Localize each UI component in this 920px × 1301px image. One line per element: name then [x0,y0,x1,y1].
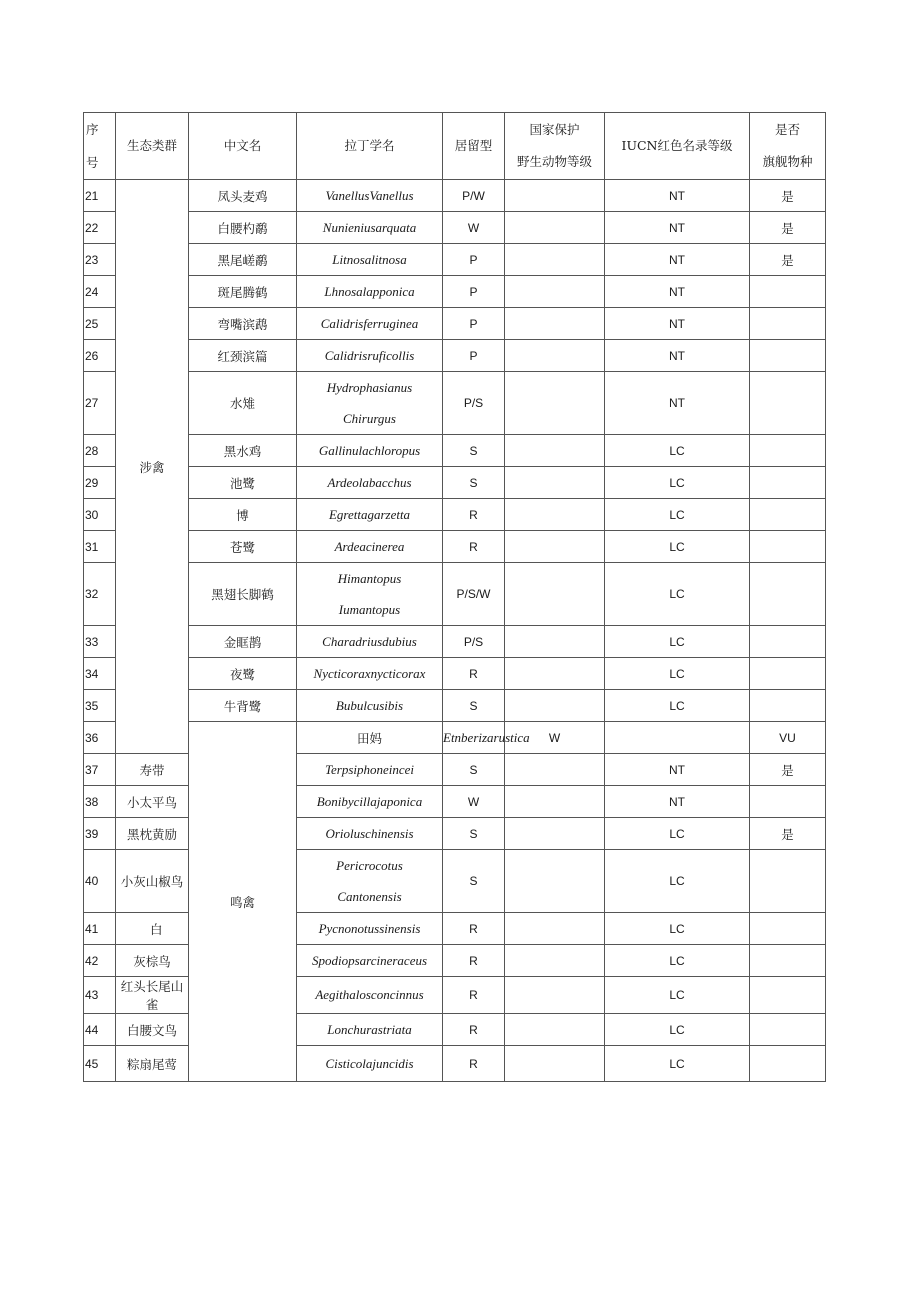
protection-level [505,1046,605,1082]
flagship-flag [750,786,826,818]
header-row [84,113,826,180]
latin-name [297,850,443,913]
latin-name: Calidrisruficollis [297,340,443,372]
latin-name: VanellusVanellus [297,180,443,212]
group-songbird: 鸣禽 [189,722,297,1082]
table-row [84,626,826,658]
residence-type: S [443,754,505,786]
chinese-name: 博 [189,499,297,531]
flagship-flag [750,467,826,499]
iucn-level: NT [605,212,750,244]
flagship-flag: 是 [750,754,826,786]
residence-type: W [443,212,505,244]
row-number: 43 [84,977,116,1014]
flagship-flag [750,276,826,308]
latin-name: Bubulcusibis [297,690,443,722]
row-number: 35 [84,690,116,722]
row-number: 34 [84,658,116,690]
protection-level [505,372,605,435]
iucn-level: LC [605,913,750,945]
group-wading: 涉禽 [116,180,189,754]
protection-level [505,308,605,340]
chinese-name: 牛背鹭 [189,690,297,722]
latin-name: Bonibycillajaponica [297,786,443,818]
flagship-flag: 是 [750,180,826,212]
chinese-name: 黑尾嵯鹬 [189,244,297,276]
flagship-flag [750,372,826,435]
protection-level [505,977,605,1014]
chinese-name: 水雉 [189,372,297,435]
latin-name: Calidrisferruginea [297,308,443,340]
latin-name: Nycticoraxnycticorax [297,658,443,690]
latin-name: Terpsiphoneincei [297,754,443,786]
latin-name: Nunieniusarquata [297,212,443,244]
latin-name: Ardeolabacchus [297,467,443,499]
latin-name: Egrettagarzetta [297,499,443,531]
row-number: 42 [84,945,116,977]
protection-level [505,276,605,308]
iucn-level: NT [605,754,750,786]
residence-type: R [443,977,505,1014]
header-group: 生态类群 [116,113,189,180]
latin-name: Orioluschinensis [297,818,443,850]
iucn-level: LC [605,945,750,977]
iucn-level: LC [605,818,750,850]
row-number: 45 [84,1046,116,1082]
iucn-level: LC [605,1014,750,1046]
residence-type: R [443,531,505,563]
residence-type: R [443,1046,505,1082]
row-number: 40 [84,850,116,913]
protection-level [505,531,605,563]
protection-level [505,818,605,850]
residence-type: S [443,690,505,722]
header-cn-name: 中文名 [189,113,297,180]
residence-type: R [443,945,505,977]
latin-name: Ardeacinerea [297,531,443,563]
iucn-level: LC [605,1046,750,1082]
residence-type: S [443,435,505,467]
latin-name: Cisticolajuncidis [297,1046,443,1082]
protection-level [505,563,605,626]
flagship-flag [750,913,826,945]
row-number: 22 [84,212,116,244]
row-number: 25 [84,308,116,340]
latin-name: Etnberizarustica [443,722,505,754]
protection-level [505,435,605,467]
iucn-level: LC [605,467,750,499]
row-number: 21 [84,180,116,212]
chinese-name: 粽扇尾莺 [116,1046,189,1082]
protection-level [505,786,605,818]
iucn-level: NT [605,308,750,340]
chinese-name: 黑翅长脚鹤 [189,563,297,626]
table-row [84,340,826,372]
latin-name: Spodiopsarcineraceus [297,945,443,977]
header-protection-line2: 野生动物等级 [516,154,592,169]
iucn-level: NT [605,372,750,435]
table-row [84,435,826,467]
chinese-name: 白腰文鸟 [116,1014,189,1046]
flagship-flag [750,690,826,722]
iucn-level: LC [605,563,750,626]
flagship-flag [750,531,826,563]
table-row [84,308,826,340]
residence-type: W [443,786,505,818]
row-number: 30 [84,499,116,531]
table-row [84,467,826,499]
protection-level [505,658,605,690]
chinese-name: 灰棕鸟 [116,945,189,977]
latin-name: Lonchurastriata [297,1014,443,1046]
iucn-level: LC [605,850,750,913]
row-number: 39 [84,818,116,850]
flagship-flag [750,308,826,340]
table-row [84,212,826,244]
protection-level [505,626,605,658]
latin-name: Litnosalitnosa [297,244,443,276]
header-seq-line1: 序 [86,122,99,137]
latin-name: Lhnosalapponica [297,276,443,308]
iucn-level: LC [605,435,750,467]
flagship-flag [750,658,826,690]
table-row [84,276,826,308]
table-row [84,372,826,435]
table-row [84,499,826,531]
iucn-level: NT [605,786,750,818]
row-number: 36 [84,722,116,754]
row-number: 28 [84,435,116,467]
latin-name: Pycnonotussinensis [297,913,443,945]
protection-level [505,945,605,977]
row-number: 33 [84,626,116,658]
protection-level [505,244,605,276]
header-flagship [750,113,826,180]
row-number: 44 [84,1014,116,1046]
latin-name-line1: Hydrophasianus [326,380,413,395]
flagship-flag [750,977,826,1014]
iucn-level: LC [605,658,750,690]
protection-level [505,212,605,244]
protection-level [505,754,605,786]
latin-name-line2: Iumantopus [338,602,401,617]
latin-name-line1: Himantopus [337,571,402,586]
header-protection-line1: 国家保护 [529,122,580,137]
chinese-name: 弯嘴滨鹉 [189,308,297,340]
species-table [83,112,826,1082]
flagship-flag [750,563,826,626]
chinese-name: 小太平鸟 [116,786,189,818]
header-protection [505,113,605,180]
row-number: 32 [84,563,116,626]
chinese-name: 白腰杓鹬 [189,212,297,244]
residence-type: S [443,850,505,913]
latin-name [297,563,443,626]
residence-type: W [505,722,605,754]
flagship-flag [750,340,826,372]
chinese-name: 红头长尾山雀 [116,977,189,1014]
iucn-level: LC [605,531,750,563]
chinese-name: 寿带 [116,754,189,786]
chinese-name: 小灰山椒鸟 [116,850,189,913]
row-number: 24 [84,276,116,308]
flagship-flag [750,499,826,531]
chinese-name: 苍鹭 [189,531,297,563]
iucn-level: LC [605,499,750,531]
residence-type: R [443,499,505,531]
chinese-name: 斑尾腾鹤 [189,276,297,308]
flagship-flag [750,1014,826,1046]
chinese-name: 池鹭 [189,467,297,499]
row-number: 29 [84,467,116,499]
iucn-level: LC [605,690,750,722]
protection-level [505,850,605,913]
header-residence: 居留型 [443,113,505,180]
latin-name-line2: Chirurgus [343,411,396,426]
protection-level [505,690,605,722]
row-number: 38 [84,786,116,818]
iucn-level: NT [605,276,750,308]
latin-name-line1: Pericrocotus [336,858,403,873]
iucn-level: LC [605,626,750,658]
protection-level [605,722,750,754]
residence-type: P/S/W [443,563,505,626]
residence-type: R [443,1014,505,1046]
row-number: 23 [84,244,116,276]
iucn-level: VU [750,722,826,754]
protection-level [505,913,605,945]
residence-type: P/S [443,626,505,658]
table-row [84,244,826,276]
header-seq [84,113,116,180]
flagship-flag [750,945,826,977]
table-row [84,531,826,563]
flagship-flag [750,626,826,658]
header-latin: 拉丁学名 [297,113,443,180]
table-row [84,563,826,626]
chinese-name: 白 [116,913,189,945]
flagship-flag [750,850,826,913]
iucn-level: LC [605,977,750,1014]
latin-name-line2: Cantonensis [337,889,402,904]
flagship-flag [750,435,826,467]
row-number: 31 [84,531,116,563]
iucn-level: NT [605,180,750,212]
residence-type: P [443,340,505,372]
protection-level [505,467,605,499]
chinese-name: 夜鹭 [189,658,297,690]
table-row [84,658,826,690]
residence-type: P [443,244,505,276]
latin-name: Gallinulachloropus [297,435,443,467]
chinese-name: 金眶鹊 [189,626,297,658]
residence-type: P [443,308,505,340]
flagship-flag: 是 [750,818,826,850]
residence-type: R [443,658,505,690]
residence-type: P [443,276,505,308]
row-number: 41 [84,913,116,945]
protection-level [505,180,605,212]
flagship-flag [750,1046,826,1082]
chinese-name: 田妈 [297,722,443,754]
flagship-flag: 是 [750,244,826,276]
latin-name: Charadriusdubius [297,626,443,658]
chinese-name: 红颈滨篇 [189,340,297,372]
header-flagship-line2: 旗舰物种 [762,154,813,169]
residence-type: P/S [443,372,505,435]
residence-type: P/W [443,180,505,212]
chinese-name: 黑水鸡 [189,435,297,467]
row-number: 37 [84,754,116,786]
table-row [84,722,826,754]
iucn-level: NT [605,244,750,276]
residence-type: R [443,913,505,945]
row-number: 26 [84,340,116,372]
header-iucn: IUCN红色名录等级 [605,113,750,180]
table-row [84,690,826,722]
protection-level [505,499,605,531]
latin-name: Aegithalosconcinnus [297,977,443,1014]
header-seq-line2: 号 [86,155,99,170]
protection-level [505,340,605,372]
header-flagship-line1: 是否 [774,122,800,137]
table-row [84,180,826,212]
flagship-flag: 是 [750,212,826,244]
latin-name [297,372,443,435]
iucn-level: NT [605,340,750,372]
chinese-name: 凤头麦鸡 [189,180,297,212]
chinese-name: 黑枕黄励 [116,818,189,850]
residence-type: S [443,818,505,850]
protection-level [505,1014,605,1046]
row-number: 27 [84,372,116,435]
residence-type: S [443,467,505,499]
